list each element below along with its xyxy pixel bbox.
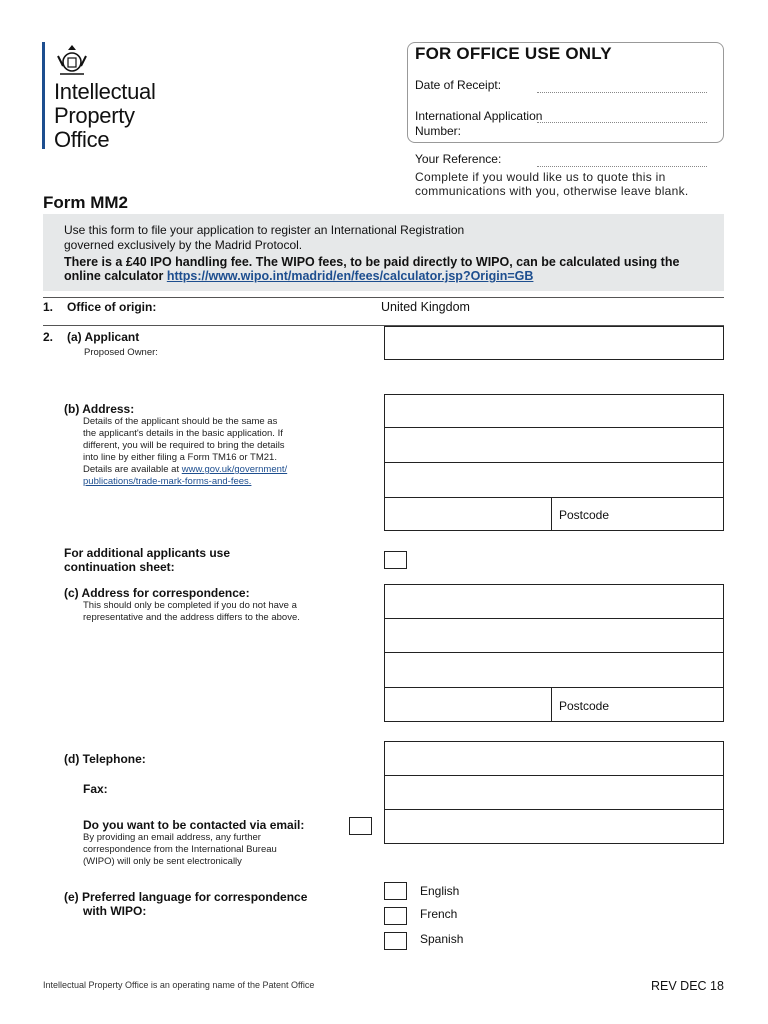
fee-line2: online calculator https://www.wipo.int/madrid/en/fees/calculator.jsp?Origin=GB bbox=[64, 269, 534, 283]
fax-field[interactable] bbox=[384, 775, 724, 810]
applicant-sublabel: Proposed Owner: bbox=[84, 347, 158, 358]
email-contact-checkbox[interactable] bbox=[349, 817, 372, 835]
address-line3-field[interactable] bbox=[384, 462, 724, 498]
intro-line2: governed exclusively by the Madrid Protocol. bbox=[64, 238, 303, 252]
revision-label: REV DEC 18 bbox=[651, 979, 724, 993]
fax-label: Fax: bbox=[83, 782, 108, 796]
language-english-label: English bbox=[420, 884, 460, 898]
email-note: By providing an email address, any further correspondence from the International Bureau (WIPO) will only be sent electronically bbox=[83, 832, 277, 867]
address-label: (b) Address: bbox=[64, 402, 135, 416]
gov-forms-link[interactable]: www.gov.uk/government/ bbox=[181, 464, 288, 475]
office-use-title: FOR OFFICE USE ONLY bbox=[415, 44, 612, 63]
intl-application-label-line2: Number: bbox=[415, 124, 462, 138]
office-of-origin-label: Office of origin: bbox=[67, 300, 157, 314]
applicant-name-field[interactable] bbox=[384, 326, 724, 360]
correspondence-line3-field[interactable] bbox=[384, 652, 724, 688]
address-note: Details of the applicant should be the same as the applicant's details in the basic application. If different, you will be required to bring the details into line by either filing a Form TM16 or TM21. Details are available at www.gov.uk/government/ publications/trade-mark-forms-and-fees. bbox=[83, 416, 288, 487]
preferred-language-label-line1: (e) Preferred language for correspondence bbox=[64, 890, 308, 904]
form-title: Form MM2 bbox=[43, 193, 128, 212]
royal-crest-icon bbox=[54, 42, 90, 78]
section2-number: 2. bbox=[43, 330, 54, 344]
your-reference-note: Complete if you would like us to quote this in communications with you, otherwise leave blank. bbox=[415, 170, 689, 198]
section1-number: 1. bbox=[43, 300, 54, 314]
language-french-checkbox[interactable] bbox=[384, 907, 407, 925]
address-line2-field[interactable] bbox=[384, 427, 724, 463]
correspondence-line4-field[interactable] bbox=[384, 687, 552, 722]
additional-applicants-label-line2: continuation sheet: bbox=[64, 560, 175, 574]
wipo-calculator-link[interactable]: https://www.wipo.int/madrid/en/fees/calculator.jsp?Origin=GB bbox=[166, 269, 534, 283]
applicant-label: (a) Applicant bbox=[67, 330, 140, 344]
correspondence-postcode-label: Postcode bbox=[559, 699, 610, 713]
intl-application-label-line1: International Application bbox=[415, 109, 543, 123]
telephone-field[interactable] bbox=[384, 741, 724, 776]
preferred-language-label-line2: with WIPO: bbox=[83, 904, 147, 918]
logo-bar bbox=[42, 42, 45, 149]
logo-text-line1: Intellectual bbox=[54, 79, 156, 104]
date-of-receipt-field[interactable] bbox=[537, 92, 707, 93]
language-french-label: French bbox=[420, 907, 458, 921]
your-reference-field[interactable] bbox=[537, 166, 707, 167]
postcode-label: Postcode bbox=[559, 508, 610, 522]
email-field[interactable] bbox=[384, 809, 724, 844]
intl-application-number-field[interactable] bbox=[537, 122, 707, 123]
intro-line1: Use this form to file your application to register an International Registration bbox=[64, 223, 465, 237]
telephone-label: (d) Telephone: bbox=[64, 752, 146, 766]
additional-applicants-label-line1: For additional applicants use bbox=[64, 546, 231, 560]
correspondence-line2-field[interactable] bbox=[384, 618, 724, 653]
language-english-checkbox[interactable] bbox=[384, 882, 407, 900]
divider bbox=[43, 297, 724, 298]
fee-line1: There is a £40 IPO handling fee. The WIPO fees, to be paid directly to WIPO, can be calculated using the bbox=[64, 255, 680, 269]
gov-forms-link-cont[interactable]: publications/trade-mark-forms-and-fees. bbox=[83, 476, 252, 487]
office-of-origin-value: United Kingdom bbox=[381, 300, 470, 314]
language-spanish-checkbox[interactable] bbox=[384, 932, 407, 950]
language-spanish-label: Spanish bbox=[420, 932, 464, 946]
correspondence-address-label: (c) Address for correspondence: bbox=[64, 586, 250, 600]
date-of-receipt-label: Date of Receipt: bbox=[415, 78, 502, 92]
logo-text-line3: Office bbox=[54, 127, 110, 152]
email-contact-label: Do you want to be contacted via email: bbox=[83, 818, 305, 832]
continuation-sheet-checkbox[interactable] bbox=[384, 551, 407, 569]
address-line1-field[interactable] bbox=[384, 394, 724, 428]
address-line4-field[interactable] bbox=[384, 497, 552, 531]
correspondence-note: This should only be completed if you do not have a representative and the address differs to the above. bbox=[83, 600, 300, 623]
correspondence-line1-field[interactable] bbox=[384, 584, 724, 619]
logo-text-line2: Property bbox=[54, 103, 135, 128]
your-reference-label: Your Reference: bbox=[415, 152, 502, 166]
footer-note: Intellectual Property Office is an operating name of the Patent Office bbox=[43, 980, 315, 990]
